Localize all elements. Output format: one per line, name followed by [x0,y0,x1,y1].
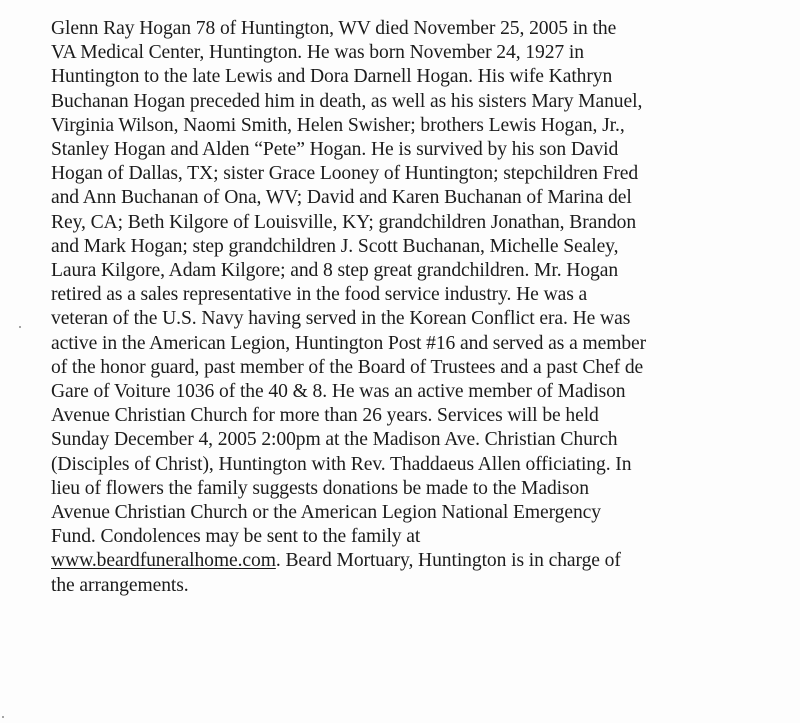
obituary-line: Hogan of Dallas, TX; sister Grace Looney of Huntington; stepchildren Fred [51,163,639,185]
scan-speck [19,326,21,328]
obituary-line-tail: . Beard Mortuary, Huntington is in charge of [275,550,621,572]
obituary-line: Fund. Condolences may be sent to the family at [51,526,421,548]
obituary-line: VA Medical Center, Huntington. He was born November 24, 1927 in [51,42,584,64]
obituary-line: lieu of flowers the family suggests donations be made to the Madison [51,477,589,499]
obituary-line: (Disciples of Christ), Huntington with Rev. Thaddaeus Allen officiating. In [51,453,632,475]
obituary-line: Huntington to the late Lewis and Dora Darnell Hogan. His wife Kathryn [51,66,613,88]
obituary-line: active in the American Legion, Huntington Post #16 and served as a member [51,332,647,354]
obituary-line: of the honor guard, past member of the Board of Trustees and a past Chef de [51,356,644,378]
obituary-line: Stanley Hogan and Alden “Pete” Hogan. He is survived by his son David [51,139,619,161]
obituary-line: Virginia Wilson, Naomi Smith, Helen Swisher; brothers Lewis Hogan, Jr., [51,114,625,136]
obituary-line: Sunday December 4, 2005 2:00pm at the Madison Ave. Christian Church [51,429,618,451]
funeral-home-website-link[interactable]: www.beardfuneralhome.com [51,550,276,572]
obituary-line: Gare of Voiture 1036 of the 40 & 8. He was an active member of Madison [51,381,626,403]
obituary-line: veteran of the U.S. Navy having served in the Korean Conflict era. He was [51,308,631,330]
obituary-line: and Ann Buchanan of Ona, WV; David and Karen Buchanan of Marina del [51,187,632,209]
obituary-line: Laura Kilgore, Adam Kilgore; and 8 step great grandchildren. Mr. Hogan [51,260,619,282]
scan-speck [2,716,4,718]
obituary-line-with-link [51,549,796,573]
obituary-line: retired as a sales representative in the food service industry. He was a [51,284,588,306]
obituary-text [51,17,796,598]
obituary-line: Glenn Ray Hogan 78 of Huntington, WV died November 25, 2005 in the [51,18,617,39]
obituary-line: and Mark Hogan; step grandchildren J. Scott Buchanan, Michelle Sealey, [51,235,619,257]
obituary-line: Buchanan Hogan preceded him in death, as well as his sisters Mary Manuel, [51,90,643,112]
obituary-line: Avenue Christian Church for more than 26 years. Services will be held [51,405,599,427]
obituary-line: Rey, CA; Beth Kilgore of Louisville, KY; grandchildren Jonathan, Brandon [51,211,637,233]
obituary-line: the arrangements. [51,574,189,596]
obituary-line: Avenue Christian Church or the American Legion National Emergency [51,502,601,524]
